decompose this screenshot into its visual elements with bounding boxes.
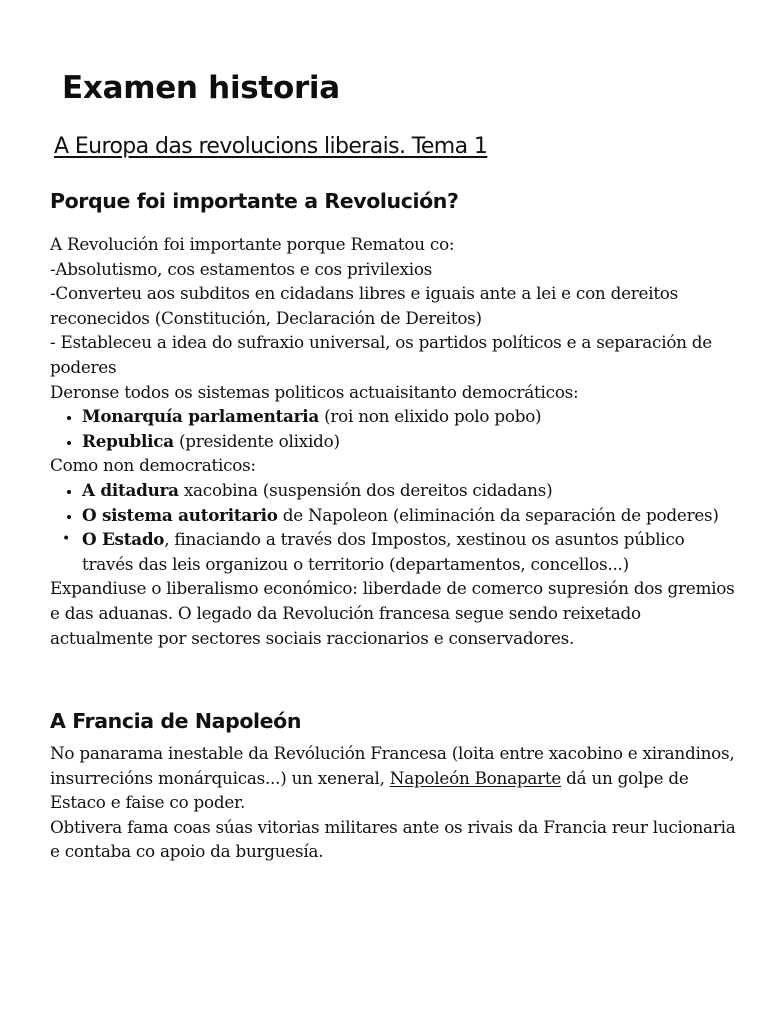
napoleon-paragraph-1 bbox=[50, 741, 740, 815]
list-item-text: (roi non elixido polo pobo) bbox=[319, 406, 542, 427]
list-item-term: O Estado bbox=[82, 529, 165, 550]
line-converteu: -Converteu aos subditos en cidadans libres e iguais ante a lei e con dereitos reconecidos (Constitución, Declaración de Dereitos) bbox=[50, 283, 679, 328]
line-absolutismo: -Absolutismo, cos estamentos e cos privilexios bbox=[50, 258, 433, 279]
list-item-text: , finaciando a través dos Impostos, xestinou os asuntos público través das leis organizou o territorio (departamentos, concellos...) bbox=[82, 529, 685, 574]
list-item bbox=[82, 404, 740, 429]
section-body-revolucion bbox=[50, 232, 740, 650]
list-item-term: O sistema autoritario bbox=[82, 504, 278, 525]
napoleon-link[interactable]: Napoleón Bonaparte bbox=[389, 767, 562, 788]
list-item bbox=[82, 478, 740, 503]
democratic-intro: Deronse todos os sistemas politicos actuaisitanto democráticos: bbox=[50, 381, 579, 402]
list-item-text: xacobina (suspensión dos dereitos cidadans) bbox=[178, 479, 553, 500]
list-item-text: de Napoleon (eliminación da separación de poderes) bbox=[277, 504, 719, 525]
bullet-icon: • bbox=[62, 531, 71, 548]
page-title: Examen historia bbox=[62, 70, 340, 106]
page-subtitle: A Europa das revolucions liberais. Tema 1 bbox=[54, 134, 488, 159]
intro-line: A Revolución foi importante porque Rematou co: bbox=[50, 234, 455, 254]
line-estableceu: - Estableceu a idea do sufraxio universal, os partidos políticos e a separación de poderes bbox=[50, 332, 712, 377]
estado-line bbox=[50, 527, 740, 576]
list-item-term: Republica bbox=[82, 430, 174, 451]
nondemocratic-list bbox=[50, 478, 740, 527]
napoleon-paragraph-2: Obtivera fama coas súas vitorias militares ante os rivais da Francia reur lucionaria e contaba co apoio da burguesía. bbox=[50, 816, 736, 862]
nondemocratic-intro: Como non democraticos: bbox=[50, 455, 256, 476]
paragraph-text: dá un golpe de Estaco e faise co poder. bbox=[50, 767, 689, 813]
list-item bbox=[82, 503, 740, 528]
list-item bbox=[82, 429, 740, 454]
list-item-term: Monarquía parlamentaria bbox=[82, 406, 320, 427]
closing-paragraph: Expandiuse o liberalismo económico: liberdade de comerco supresión dos gremios e das aduanas. O legado da Revolución francesa segue sendo reixetado actualmente por sectores sociais raccionarios e conservadores. bbox=[50, 578, 735, 648]
democratic-list bbox=[50, 404, 740, 453]
section-heading-napoleon: A Francia de Napoleón bbox=[50, 709, 302, 733]
paragraph-text: No panarama inestable da Revólución Francesa (loita entre xacobino e xirandinos, insurrecións monárquicas...) un xeneral, bbox=[50, 743, 735, 788]
list-item-term: A ditadura bbox=[82, 479, 179, 500]
section-body-napoleon bbox=[50, 741, 740, 864]
section-heading-revolucion: Porque foi importante a Revolución? bbox=[50, 189, 459, 213]
list-item-text: (presidente olixido) bbox=[173, 430, 340, 451]
